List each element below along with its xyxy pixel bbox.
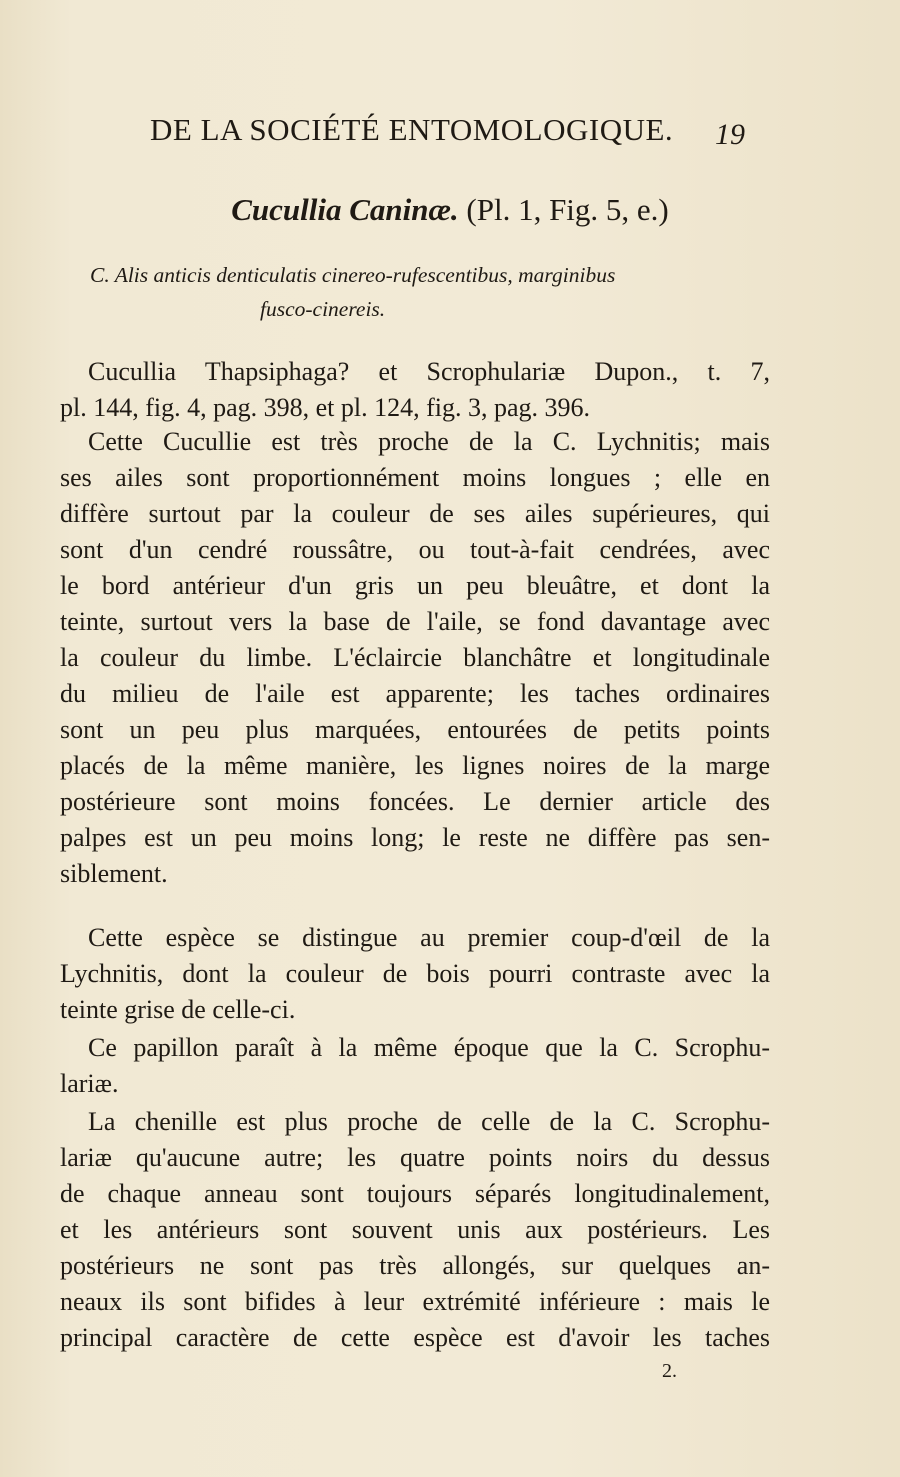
text-line: sont d'un cendré roussâtre, ou tout-à-fait cendrées, avec <box>60 535 770 564</box>
plate-reference: (Pl. 1, Fig. 5, e.) <box>466 192 669 227</box>
species-name: Cucullia Caninæ. <box>231 192 459 227</box>
text-line: de chaque anneau sont toujours séparés longitudinalement, <box>60 1179 770 1208</box>
text-line: ses ailes sont proportionnément moins longues ; elle en <box>60 463 770 492</box>
paragraph-distinction <box>60 920 770 1028</box>
text-line: diffère surtout par la couleur de ses ailes supérieures, qui <box>60 499 770 528</box>
text-line: lariæ. <box>60 1069 119 1098</box>
paragraph-caterpillar <box>60 1104 770 1356</box>
text-line: Lychnitis, dont la couleur de bois pourri contraste avec la <box>60 959 770 988</box>
text-line: postérieure sont moins foncées. Le dernier article des <box>60 787 770 816</box>
text-line: sont un peu plus marquées, entourées de petits points <box>60 715 770 744</box>
text-line: Cette Cucullie est très proche de la C. Lychnitis; mais <box>88 427 770 456</box>
text-line: postérieurs ne sont pas très allongés, sur quelques an- <box>60 1251 770 1280</box>
synonymy-line: pl. 144, fig. 4, pag. 398, et pl. 124, fig. 3, pag. 396. <box>60 393 591 422</box>
paragraph-season <box>60 1030 770 1102</box>
paragraph-description <box>60 424 770 892</box>
diagnosis-line: C. Alis anticis denticulatis cinereo-rufescentibus, marginibus <box>90 263 616 287</box>
page-header <box>150 112 850 156</box>
signature-mark: 2. <box>662 1360 677 1382</box>
synonymy-line: Cucullia Thapsiphaga? et Scrophulariæ Dupon., t. 7, <box>88 357 770 386</box>
diagnosis-line: fusco-cinereis. <box>260 297 386 321</box>
text-line: du milieu de l'aile est apparente; les taches ordinaires <box>60 679 770 708</box>
text-line: La chenille est plus proche de celle de la C. Scrophu- <box>88 1107 770 1136</box>
text-line: et les antérieurs sont souvent unis aux postérieurs. Les <box>60 1215 770 1244</box>
page-number: 19 <box>715 118 745 151</box>
synonymy-block <box>60 354 770 426</box>
text-line: neaux ils sont bifides à leur extrémité inférieure : mais le <box>60 1287 770 1316</box>
species-heading <box>0 192 900 228</box>
text-line: la couleur du limbe. L'éclaircie blanchâtre et longitudinale <box>60 643 770 672</box>
text-line: lariæ qu'aucune autre; les quatre points noirs du dessus <box>60 1143 770 1172</box>
latin-diagnosis <box>90 258 780 326</box>
text-line: Ce papillon paraît à la même époque que la C. Scrophu- <box>88 1033 770 1062</box>
text-line: palpes est un peu moins long; le reste ne diffère pas sen- <box>60 823 770 852</box>
text-line: siblement. <box>60 859 168 888</box>
text-line: principal caractère de cette espèce est d'avoir les taches <box>60 1323 770 1352</box>
text-line: Cette espèce se distingue au premier coup-d'œil de la <box>88 923 770 952</box>
text-line: teinte grise de celle-ci. <box>60 995 296 1024</box>
text-line: teinte, surtout vers la base de l'aile, se fond davantage avec <box>60 607 770 636</box>
text-line: le bord antérieur d'un gris un peu bleuâtre, et dont la <box>60 571 770 600</box>
running-head: DE LA SOCIÉTÉ ENTOMOLOGIQUE. <box>150 112 674 147</box>
text-line: placés de la même manière, les lignes noires de la marge <box>60 751 770 780</box>
